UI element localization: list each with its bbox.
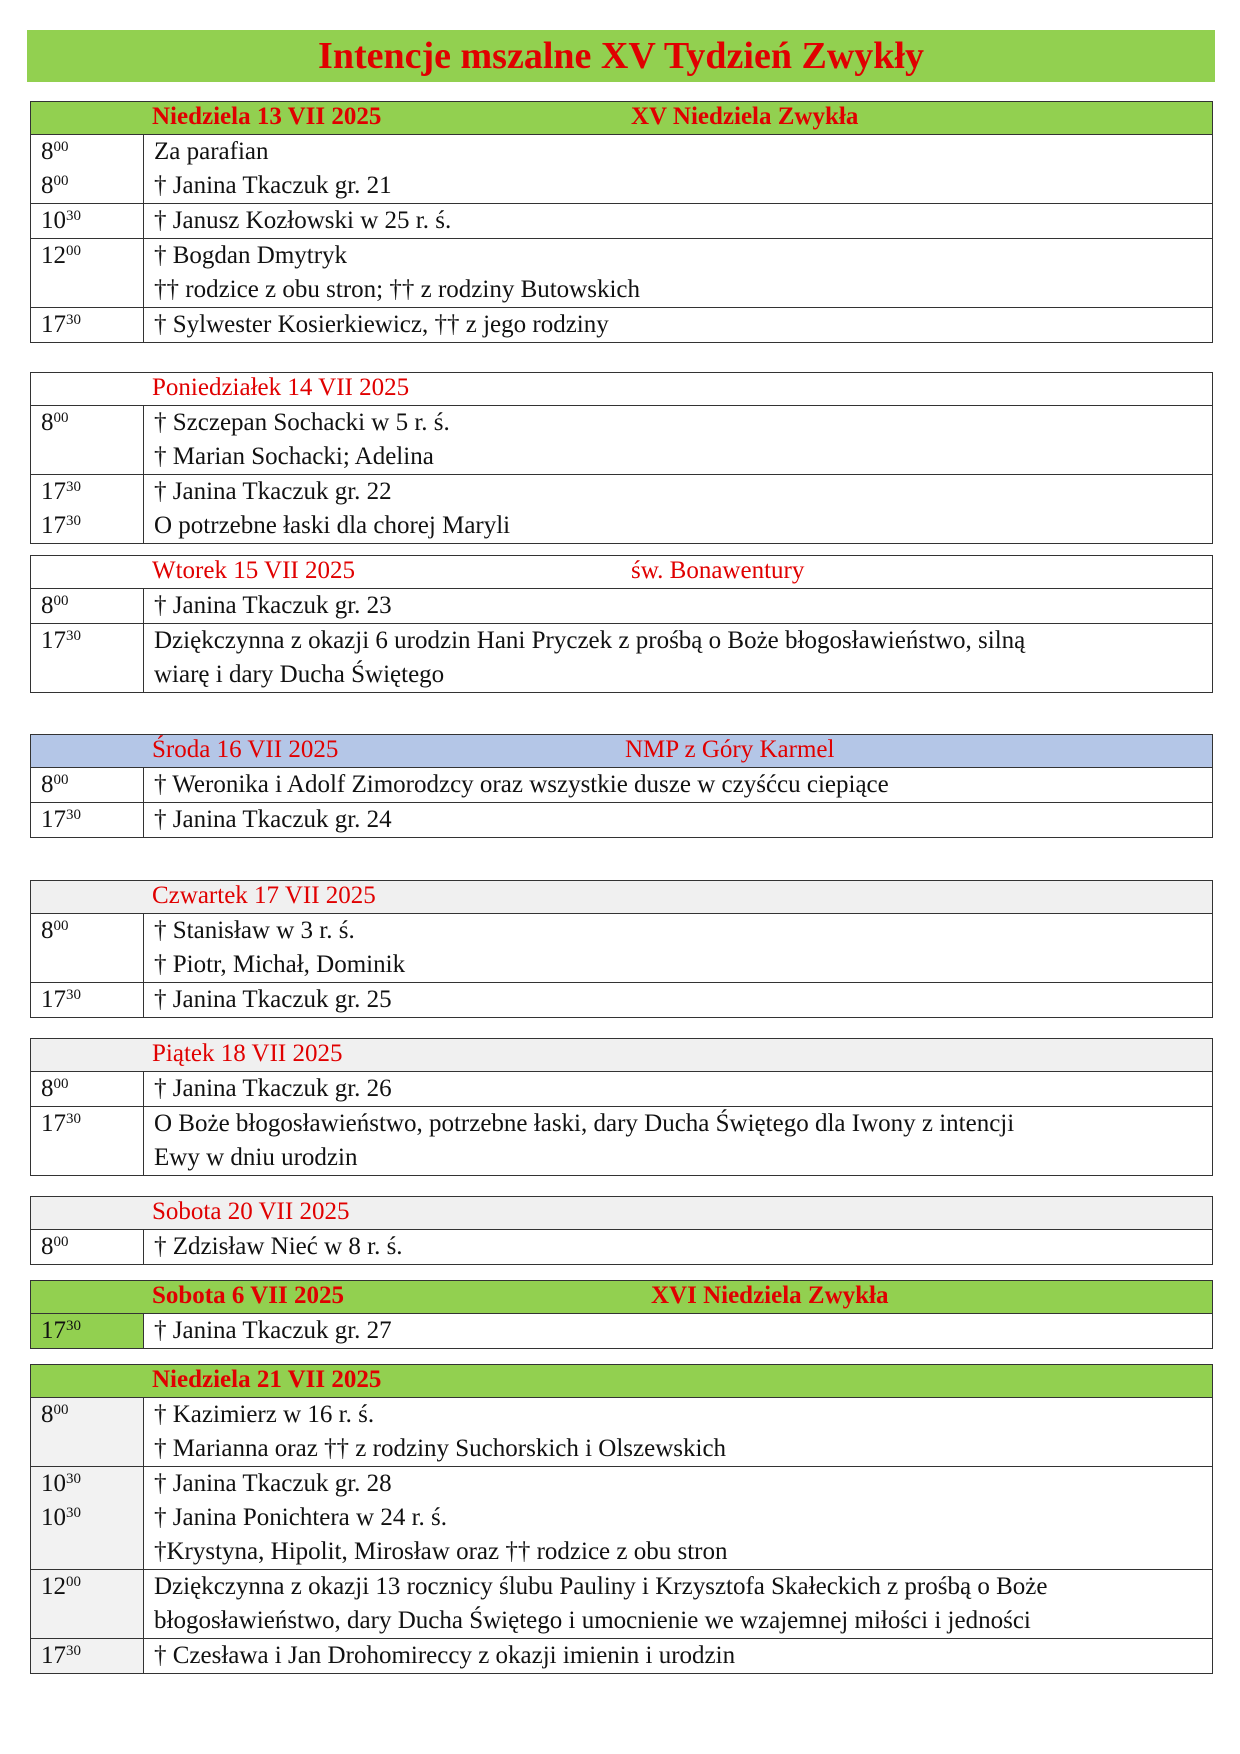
time-value: $17^{30}$: [41, 986, 81, 1013]
time-value: $17^{30}$: [41, 1110, 81, 1137]
mass-row: [31, 1314, 1213, 1349]
intention-text: [144, 135, 1213, 204]
day-header: [31, 1365, 1213, 1398]
time-value: $8^{00}$: [41, 1401, 69, 1428]
day-header: [31, 102, 1213, 135]
day-header: [31, 556, 1213, 589]
day-table: [30, 1280, 1213, 1349]
day-header: [31, 881, 1213, 914]
day-name: Sobota 20 VII 2025: [152, 1198, 350, 1225]
mass-row: [31, 1570, 1213, 1639]
page-title: Intencje mszalne XV Tydzień Zwykły: [27, 30, 1215, 82]
day-header: [31, 735, 1213, 768]
mass-row: [31, 1072, 1213, 1107]
intention-line: † Bogdan Dmytryk: [154, 242, 348, 269]
mass-row: [31, 983, 1213, 1018]
day-table: [30, 734, 1213, 838]
intention-line: † Janina Tkaczuk gr. 25: [154, 986, 392, 1013]
day-name: Piątek 18 VII 2025: [152, 1040, 343, 1067]
time-value: $17^{30}$: [41, 512, 81, 539]
mass-row: [31, 1107, 1213, 1176]
time-value: $10^{30}$: [41, 207, 81, 234]
day-table: [30, 880, 1213, 1018]
intention-text: [144, 1570, 1213, 1639]
time-value: $12^{00}$: [41, 242, 81, 269]
intention-line: † Stanisław w 3 r. ś.: [154, 917, 355, 944]
day-table: [30, 1038, 1213, 1176]
intention-line: † Janina Tkaczuk gr. 27: [154, 1317, 392, 1344]
time-value: $8^{00}$: [41, 771, 69, 798]
day-name: Wtorek 15 VII 2025: [152, 557, 355, 584]
time-value: $17^{30}$: [41, 478, 81, 505]
intention-text: [144, 914, 1213, 983]
time-value: $8^{00}$: [41, 917, 69, 944]
mass-time: [31, 624, 144, 693]
mass-row: [31, 914, 1213, 983]
mass-row: [31, 135, 1213, 204]
mass-time: [31, 768, 144, 803]
time-value: $12^{00}$: [41, 1573, 81, 1600]
mass-time: [31, 803, 144, 838]
intention-line: † Sylwester Kosierkiewicz, †† z jego rodziny: [154, 311, 609, 338]
time-value: $8^{00}$: [41, 1075, 69, 1102]
mass-row: [31, 1467, 1213, 1570]
day-header: [31, 1281, 1213, 1314]
feast-name: św. Bonawentury: [631, 557, 805, 584]
intention-text: [144, 1230, 1213, 1265]
time-value: $17^{30}$: [41, 311, 81, 338]
intention-line: † Marian Sochacki; Adelina: [154, 443, 434, 470]
mass-row: [31, 308, 1213, 343]
time-value: $8^{00}$: [41, 592, 69, 619]
intention-line: Za parafian: [154, 138, 269, 165]
day-table: [30, 1364, 1213, 1674]
day-table: [30, 1196, 1213, 1265]
time-value: $17^{30}$: [41, 627, 81, 654]
mass-time: [31, 1467, 144, 1570]
mass-time: [31, 406, 144, 475]
intention-line: † Janina Tkaczuk gr. 23: [154, 592, 392, 619]
intention-line: † Janusz Kozłowski w 25 r. ś.: [154, 207, 452, 234]
day-name: Niedziela 13 VII 2025: [152, 103, 382, 130]
mass-row: [31, 1230, 1213, 1265]
intention-text: [144, 1467, 1213, 1570]
day-header: [31, 1197, 1213, 1230]
intention-text: [144, 308, 1213, 343]
intention-line: † Janina Tkaczuk gr. 24: [154, 806, 392, 833]
time-value: $17^{30}$: [41, 806, 81, 833]
time-value: $17^{30}$: [41, 1642, 81, 1669]
mass-time: [31, 1398, 144, 1467]
day-header: [31, 373, 1213, 406]
mass-row: [31, 204, 1213, 239]
day-table: [30, 372, 1213, 544]
day-name: Środa 16 VII 2025: [152, 736, 339, 763]
mass-row: [31, 239, 1213, 308]
intention-text: [144, 624, 1213, 693]
intention-line: † Janina Tkaczuk gr. 22: [154, 478, 392, 505]
intention-line: wiarę i dary Ducha Świętego: [154, 661, 445, 688]
intention-line: † Janina Ponichtera w 24 r. ś.: [154, 1504, 448, 1531]
time-value: $10^{30}$: [41, 1504, 81, 1531]
mass-time: [31, 239, 144, 308]
intention-line: † Weronika i Adolf Zimorodzcy oraz wszystkie dusze w czyśćcu ciepiące: [154, 771, 889, 798]
intention-line: † Janina Tkaczuk gr. 21: [154, 172, 392, 199]
intention-line: † Janina Tkaczuk gr. 28: [154, 1470, 392, 1497]
intention-text: [144, 1639, 1213, 1674]
intention-text: [144, 983, 1213, 1018]
intention-text: [144, 475, 1213, 544]
mass-time: [31, 1570, 144, 1639]
day-name: Czwartek 17 VII 2025: [152, 882, 376, 909]
intention-text: [144, 589, 1213, 624]
intention-line: O Boże błogosławieństwo, potrzebne łaski, dary Ducha Świętego dla Iwony z intencji: [154, 1110, 1015, 1137]
intention-text: [144, 1072, 1213, 1107]
mass-time: [31, 983, 144, 1018]
time-value: $8^{00}$: [41, 138, 69, 165]
time-value: $8^{00}$: [41, 409, 69, 436]
mass-row: [31, 475, 1213, 544]
intention-text: [144, 803, 1213, 838]
time-value: $8^{00}$: [41, 1233, 69, 1260]
day-table: [30, 101, 1213, 343]
intention-text: [144, 1314, 1213, 1349]
intention-text: [144, 768, 1213, 803]
mass-time: [31, 1072, 144, 1107]
feast-name: XVI Niedziela Zwykła: [651, 1282, 889, 1309]
intention-line: †† rodzice z obu stron; †† z rodziny Butowskich: [154, 276, 641, 303]
day-table: [30, 555, 1213, 693]
intention-line: † Marianna oraz †† z rodziny Suchorskich i Olszewskich: [154, 1435, 727, 1462]
mass-time: [31, 914, 144, 983]
mass-row: [31, 1639, 1213, 1674]
mass-time: [31, 589, 144, 624]
intention-line: † Piotr, Michał, Dominik: [154, 951, 406, 978]
day-header: [31, 1039, 1213, 1072]
day-name: Sobota 6 VII 2025: [152, 1282, 344, 1309]
time-value: $10^{30}$: [41, 1470, 81, 1497]
intention-line: †Krystyna, Hipolit, Mirosław oraz †† rodzice z obu stron: [154, 1538, 728, 1565]
intention-line: Dziękczynna z okazji 13 rocznicy ślubu Pauliny i Krzysztofa Skałeckich z prośbą o Boże: [154, 1573, 1048, 1600]
intention-line: Dziękczynna z okazji 6 urodzin Hani Pryczek z prośbą o Boże błogosławieństwo, silną: [154, 627, 1026, 654]
mass-time: [31, 475, 144, 544]
intention-line: † Kazimierz w 16 r. ś.: [154, 1401, 375, 1428]
day-name: Poniedziałek 14 VII 2025: [152, 374, 410, 401]
mass-row: [31, 624, 1213, 693]
intention-line: † Czesława i Jan Drohomireccy z okazji imienin i urodzin: [154, 1642, 736, 1669]
intention-line: błogosławieństwo, dary Ducha Świętego i umocnienie we wzajemnej miłości i jedności: [154, 1607, 1031, 1634]
intention-text: [144, 1107, 1213, 1176]
intention-line: † Zdzisław Nieć w 8 r. ś.: [154, 1233, 403, 1260]
day-name: Niedziela 21 VII 2025: [152, 1366, 382, 1393]
intention-line: † Szczepan Sochacki w 5 r. ś.: [154, 409, 450, 436]
mass-row: [31, 406, 1213, 475]
mass-row: [31, 589, 1213, 624]
mass-time: [31, 204, 144, 239]
mass-time: [31, 1314, 144, 1349]
mass-row: [31, 1398, 1213, 1467]
time-value: $17^{30}$: [41, 1317, 81, 1344]
mass-time: [31, 1107, 144, 1176]
mass-time: [31, 135, 144, 204]
mass-time: [31, 308, 144, 343]
intention-text: [144, 239, 1213, 308]
feast-name: XV Niedziela Zwykła: [631, 103, 859, 130]
intention-text: [144, 1398, 1213, 1467]
mass-time: [31, 1639, 144, 1674]
intention-text: [144, 406, 1213, 475]
feast-name: NMP z Góry Karmel: [625, 736, 835, 763]
mass-row: [31, 803, 1213, 838]
intention-text: [144, 204, 1213, 239]
intention-line: Ewy w dniu urodzin: [154, 1144, 358, 1171]
mass-row: [31, 768, 1213, 803]
intention-line: † Janina Tkaczuk gr. 26: [154, 1075, 392, 1102]
time-value: $8^{00}$: [41, 172, 69, 199]
intention-line: O potrzebne łaski dla chorej Maryli: [154, 512, 511, 539]
mass-time: [31, 1230, 144, 1265]
